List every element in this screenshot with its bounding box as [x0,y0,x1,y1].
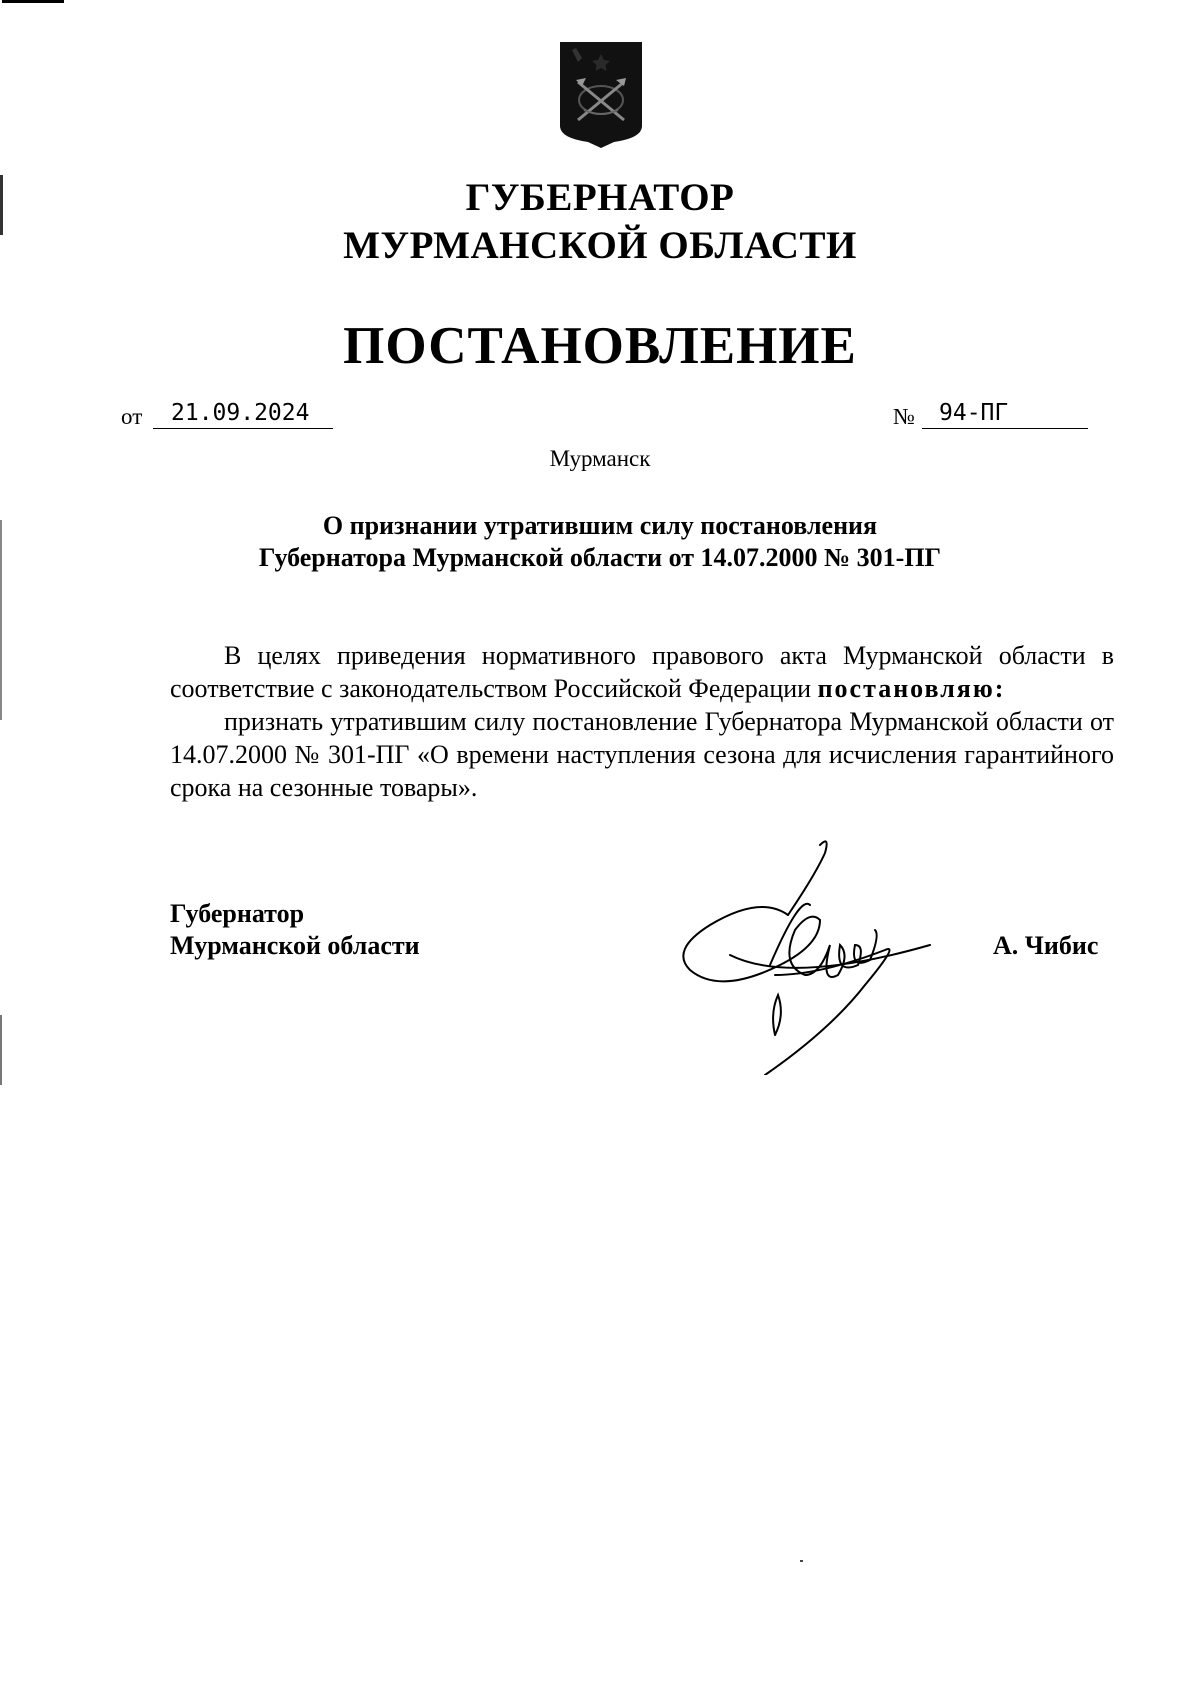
signatory-name: А. Чибис [993,931,1099,960]
scan-speck [800,1560,803,1562]
signatory-title [170,898,420,962]
subject-line: Губернатора Мурманской области от 14.07.2000 № 301-ПГ [258,543,942,572]
document-date: 21.09.2024 [153,398,333,429]
resolution-keyword: постановляю: [817,674,1006,703]
document-type: ПОСТАНОВЛЕНИЕ [343,317,857,375]
scan-edge-mark [2,0,64,3]
handwritten-signature [670,835,940,1075]
date-prefix: от [121,404,143,429]
body-paragraph: признать утратившим силу постановление Губернатора Мурманской области от 14.07.2000 № 301-ПГ «О времени наступления сезона для исчисления гарантийного срока на сезонные товары». [170,707,1114,802]
coat-of-arms-icon [558,40,644,150]
body-text: В целях приведения нормативного правового акта Мурманской области в соответствие с законодательством Российской Федерации [170,641,1114,703]
scan-edge-mark [0,520,2,720]
organization-title: ГУБЕРНАТОР [465,176,735,219]
organization-region: МУРМАНСКОЙ ОБЛАСТИ [343,224,857,267]
city: Мурманск [549,446,651,471]
signatory-title-line: Губернатор [170,899,305,928]
subject-line: О признании утратившим силу постановления [322,511,878,540]
body-paragraph [170,639,1114,705]
scan-edge-mark [0,1015,2,1085]
number-prefix: № [893,404,915,429]
signatory-title-line: Мурманской области [170,931,420,960]
document-number: 94-ПГ [922,398,1088,429]
